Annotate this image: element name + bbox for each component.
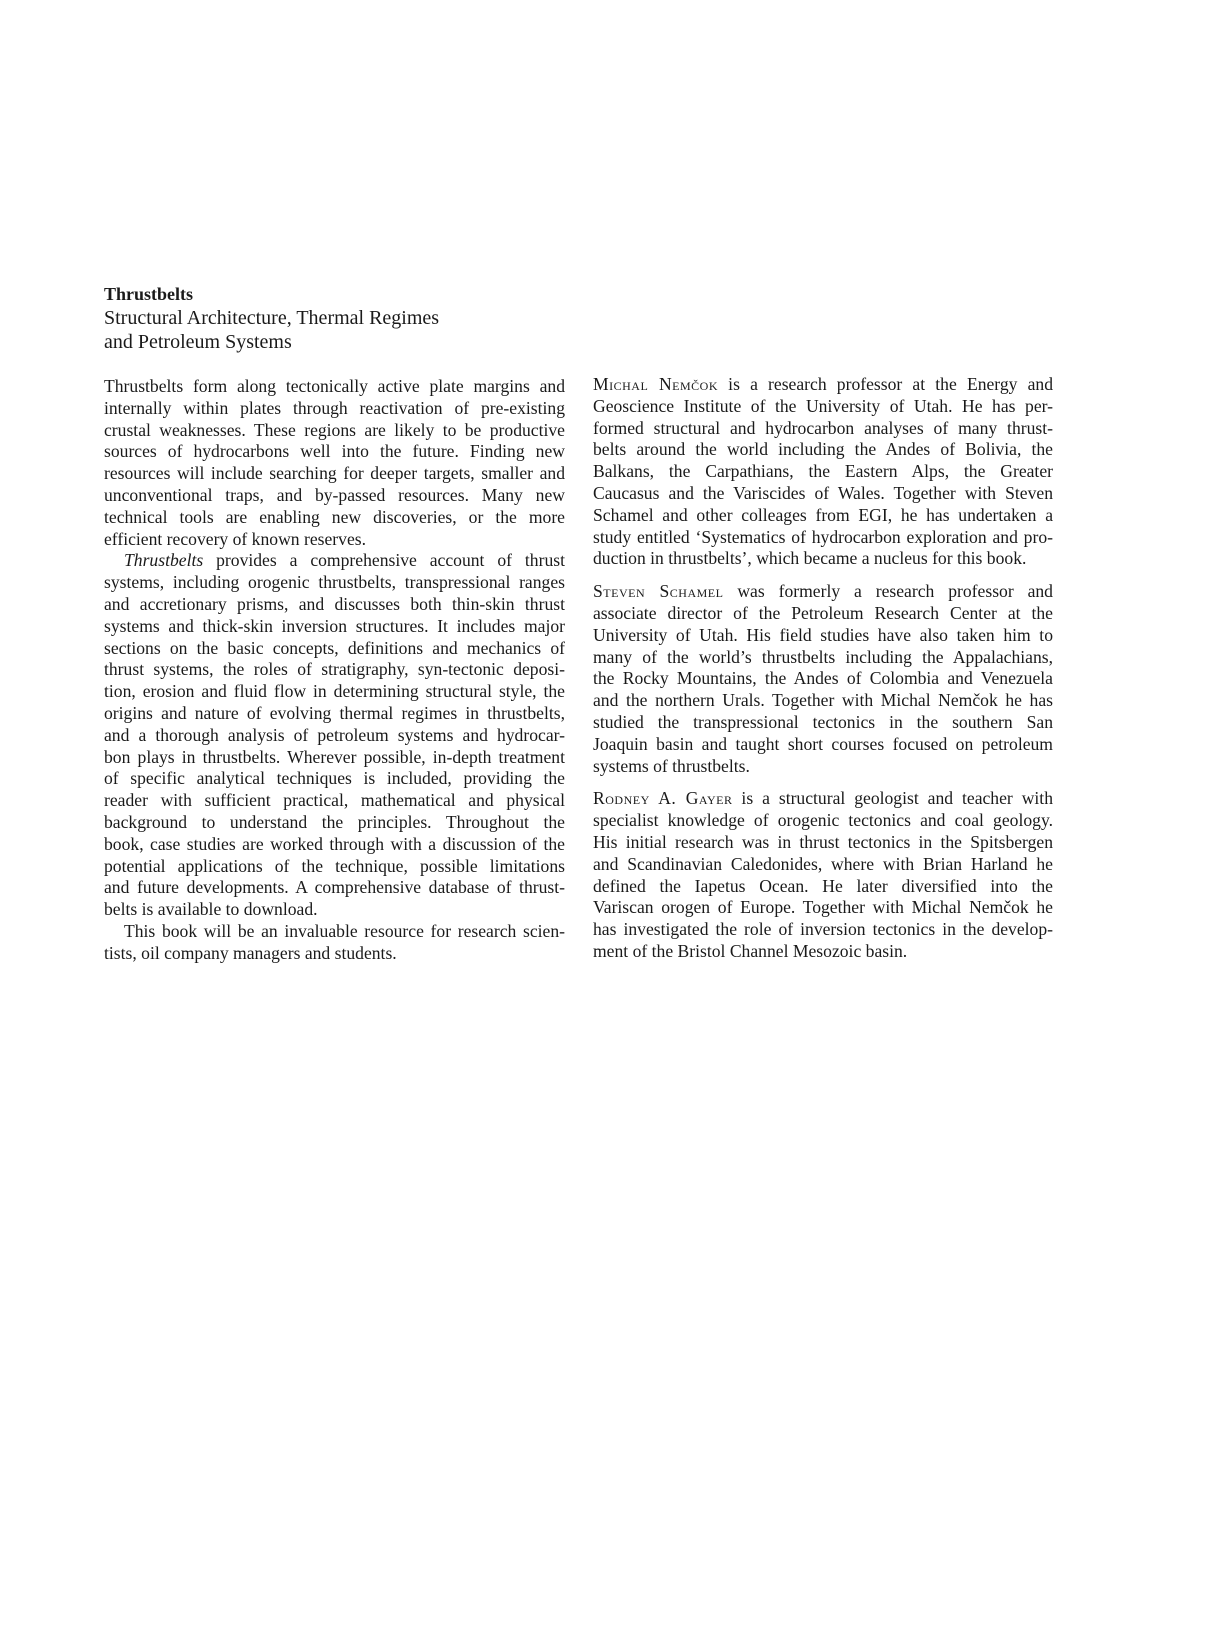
subtitle-line: and Petroleum Systems <box>104 331 292 353</box>
text-line: University of Utah. His field studies have also taken him to <box>593 624 1053 645</box>
text-line: defined the Iapetus Ocean. He later diversified into the <box>593 875 1053 896</box>
text-line: efficient recovery of known reserves. <box>104 528 366 549</box>
author-name: Rodney A. Gayer <box>593 788 733 809</box>
text-line: study entitled ‘Systematics of hydrocarbon exploration and pro- <box>593 526 1053 547</box>
text-line: has investigated the role of inversion tectonics in the develop- <box>593 919 1053 940</box>
text-line: and accretionary prisms, and discusses both thin-skin thrust <box>104 593 565 614</box>
text-line: background to understand the principles. Throughout the <box>104 811 565 832</box>
text-line: belts around the world including the Andes of Bolivia, the <box>593 439 1053 460</box>
author-name: Michal Nemčok <box>593 374 719 394</box>
text-line: Joaquin basin and taught short courses focused on petroleum <box>593 733 1053 754</box>
text-line: unconventional traps, and by-passed resources. Many new <box>104 484 565 505</box>
text-line: specialist knowledge of orogenic tectonics and coal geology. <box>593 810 1053 831</box>
author-bios <box>593 374 1053 963</box>
text-line: belts is available to download. <box>104 899 318 920</box>
text-line: internally within plates through reactivation of pre-existing <box>104 397 565 418</box>
text-line: Thrustbelts form along tectonically active plate margins and <box>104 376 565 396</box>
text-line: ment of the Bristol Channel Mesozoic basin. <box>593 940 908 961</box>
text-line: formed structural and hydrocarbon analyses of many thrust- <box>593 417 1053 438</box>
author-bio <box>593 788 1053 962</box>
text-line: reader with sufficient practical, mathematical and physical <box>104 790 565 811</box>
text-line: thrust systems, the roles of stratigraphy, syn-tectonic deposi- <box>104 659 565 680</box>
author-bio <box>593 374 1053 570</box>
text-line: Balkans, the Carpathians, the Eastern Alps, the Greater <box>593 461 1053 482</box>
text-line: studied the transpressional tectonics in the southern San <box>593 711 1053 732</box>
text-line: book, case studies are worked through with a discussion of the <box>104 833 565 854</box>
text-line: tion, erosion and fluid flow in determining structural style, the <box>104 681 565 702</box>
text-line: potential applications of the technique, possible limitations <box>104 855 565 876</box>
text-line: Caucasus and the Variscides of Wales. Together with Steven <box>593 482 1053 503</box>
text-line: His initial research was in thrust tectonics in the Spitsbergen <box>593 831 1053 852</box>
subtitle-line: Structural Architecture, Thermal Regimes <box>104 307 440 329</box>
text-line: Variscan orogen of Europe. Together with Michal Nemčok he <box>593 897 1053 918</box>
text-line: sections on the basic concepts, definitions and mechanics of <box>104 637 565 658</box>
text-line: Geoscience Institute of the University of Utah. He has per- <box>593 395 1053 416</box>
text-line: Steven Schamel was formerly a research professor and <box>593 581 1053 602</box>
text-line: systems and thick-skin inversion structures. It includes major <box>104 615 565 636</box>
text-line: and the northern Urals. Together with Michal Nemčok he has <box>593 690 1053 711</box>
text-line: of specific analytical techniques is included, providing the <box>104 768 565 789</box>
text-line: associate director of the Petroleum Research Center at the <box>593 602 1053 623</box>
text-line: and a thorough analysis of petroleum systems and hydrocar- <box>104 724 565 745</box>
text-line: Michal Nemčok is a research professor at the Energy and <box>593 374 1053 394</box>
text-line: resources will include searching for deeper targets, smaller and <box>104 463 565 484</box>
text-line: tists, oil company managers and students. <box>104 942 397 963</box>
text-line: systems of thrustbelts. <box>593 755 750 776</box>
description-paragraph <box>104 921 565 965</box>
text-line: many of the world’s thrustbelts including the Appalachians, <box>593 646 1053 667</box>
text-line: Thrustbelts provides a comprehensive account of thrust <box>124 550 565 571</box>
book-title: Thrustbelts <box>104 284 194 304</box>
description-paragraph <box>104 376 565 550</box>
author-name: Steven Schamel <box>593 581 724 602</box>
description-paragraph <box>104 550 565 921</box>
text-line: origins and nature of evolving thermal regimes in thrustbelts, <box>104 702 565 723</box>
text-line: and Scandinavian Caledonides, where with Brian Harland he <box>593 853 1053 874</box>
text-line: bon plays in thrustbelts. Wherever possible, in-depth treatment <box>104 746 565 767</box>
text-line: crustal weaknesses. These regions are likely to be productive <box>104 419 565 440</box>
text-line: technical tools are enabling new discoveries, or the more <box>104 506 565 527</box>
text-line: This book will be an invaluable resource for research scien- <box>124 920 565 941</box>
text-line: Rodney A. Gayer is a structural geologist and teacher with <box>593 788 1053 809</box>
italic-title: Thrustbelts <box>124 550 204 571</box>
text-line: systems, including orogenic thrustbelts, transpressional ranges <box>104 572 565 593</box>
text-line: and future developments. A comprehensive database of thrust- <box>104 877 565 898</box>
book-description <box>104 376 565 965</box>
author-bio <box>593 581 1053 777</box>
text-line: sources of hydrocarbons well into the future. Finding new <box>104 441 565 462</box>
text-line: duction in thrustbelts’, which became a nucleus for this book. <box>593 548 1027 569</box>
text-line: the Rocky Mountains, the Andes of Colombia and Venezuela <box>593 668 1053 689</box>
text-line: Schamel and other colleages from EGI, he has undertaken a <box>593 504 1053 525</box>
book-subtitle <box>104 306 439 354</box>
